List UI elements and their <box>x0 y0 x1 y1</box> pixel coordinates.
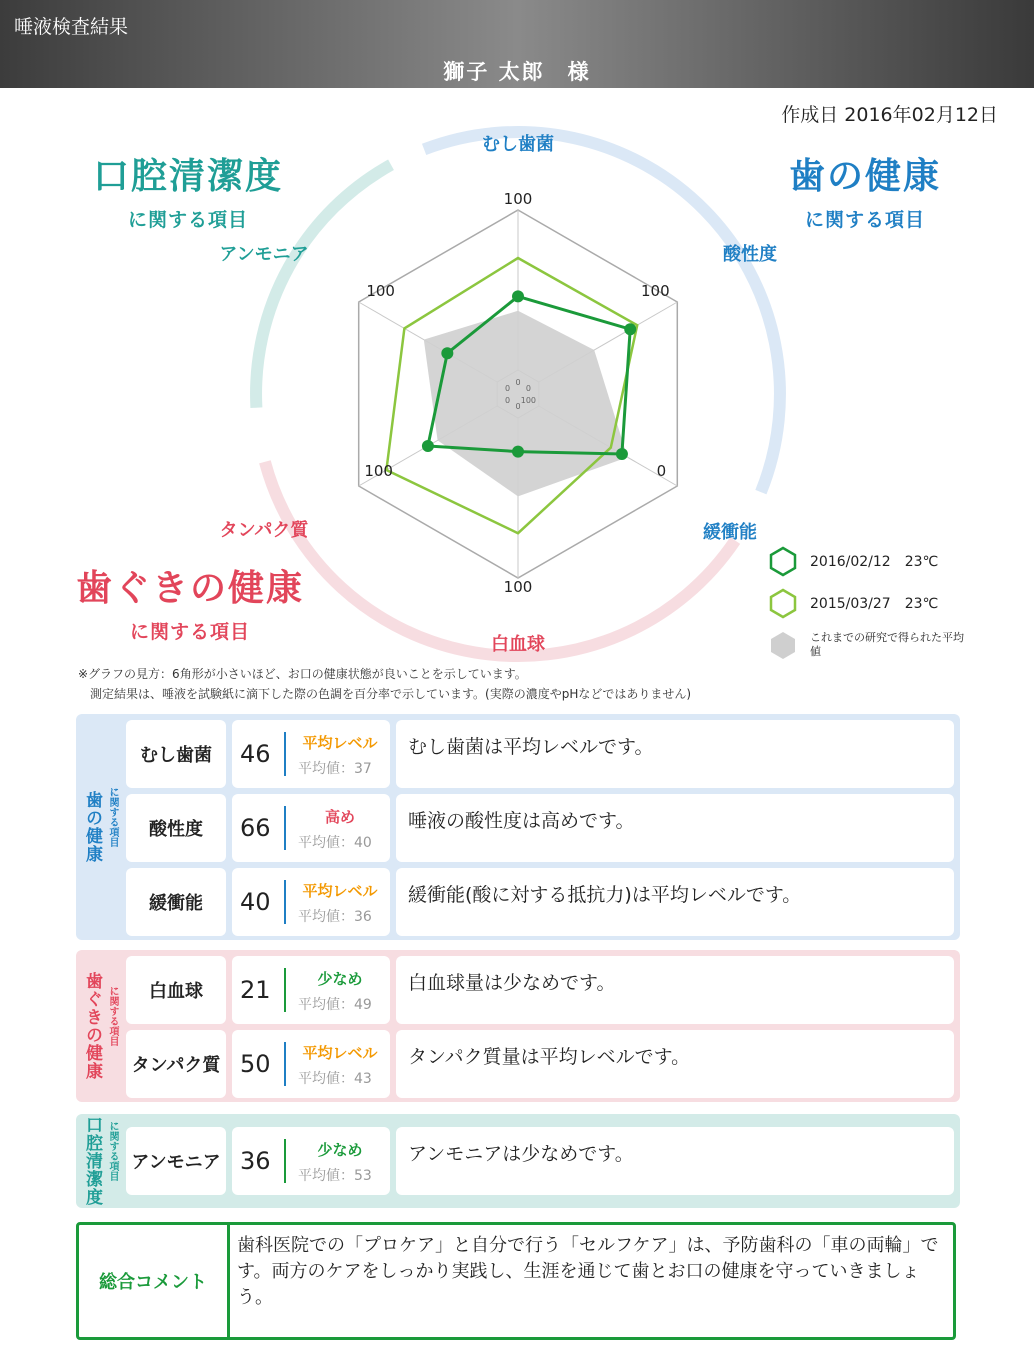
result-value-box <box>232 1127 390 1195</box>
result-name: むし歯菌 <box>126 720 226 788</box>
group-teeth-label <box>78 714 122 940</box>
total-comment-text: 歯科医院での「プロケア」と自分で行う「セルフケア」は、予防歯科の「車の両輪」です。両方のケアをしっかり実践し、生涯を通じて歯とお口の健康を守っていきましょう。 <box>237 1235 939 1308</box>
result-comment: むし歯菌は平均レベルです。 <box>396 720 954 788</box>
legend-label: 2015/03/27 23℃ <box>810 596 939 612</box>
group-gums <box>76 950 960 1102</box>
result-value: 21 <box>240 976 271 1004</box>
legend-hexagon-icon <box>768 630 798 660</box>
result-average: 平均値：43 <box>298 1071 372 1087</box>
radar-inner-tick-label: 0 <box>505 396 511 405</box>
result-level: 平均レベル <box>302 882 378 900</box>
category-teeth-sub: に関する項目 <box>804 209 925 231</box>
result-average: 平均値：40 <box>298 835 372 851</box>
result-row <box>126 794 954 862</box>
legend-item <box>768 546 998 576</box>
result-value-box <box>232 794 390 862</box>
note-line: 測定結果は、唾液を試験紙に滴下した際の色調を百分率で示しています。(実際の濃度やpHなどではありません) <box>90 687 692 701</box>
result-row <box>126 1127 954 1195</box>
series-2016-point <box>512 446 524 458</box>
group-teeth <box>76 714 960 940</box>
radar-tick-label: 0 <box>656 462 667 480</box>
result-value-box <box>232 720 390 788</box>
category-teeth <box>780 148 950 232</box>
legend-hexagon-icon <box>768 546 798 576</box>
result-value-box <box>232 1030 390 1098</box>
radar-inner-tick-label: 0 <box>525 384 531 393</box>
note-line: ※グラフの見方：6角形が小さいほど、お口の健康状態が良いことを示しています。 <box>78 667 527 681</box>
group-label: 歯の健康 <box>82 791 102 863</box>
radar-tick-label: 100 <box>366 282 395 300</box>
radar-inner-tick-label: 0 <box>515 402 521 411</box>
chart-notes <box>78 664 691 704</box>
result-comment: タンパク質量は平均レベルです。 <box>396 1030 954 1098</box>
total-comment-label: 総合コメント <box>79 1225 230 1337</box>
radar-axis-label: タンパク質 <box>219 520 309 541</box>
group-sub: に関する項目 <box>107 986 118 1046</box>
radar-tick-label: 100 <box>503 578 533 596</box>
result-row <box>126 956 954 1024</box>
result-level: 平均レベル <box>302 1044 378 1062</box>
legend-item <box>768 588 998 618</box>
result-name: 緩衝能 <box>126 868 226 936</box>
result-divider <box>284 880 286 924</box>
group-label: 歯ぐきの健康 <box>82 972 102 1080</box>
result-value: 46 <box>240 740 271 768</box>
result-average: 平均値：37 <box>298 761 372 777</box>
result-comment: 緩衝能(酸に対する抵抗力)は平均レベルです。 <box>396 868 954 936</box>
radar-inner-tick-label: 100 <box>520 396 537 405</box>
radar-tick-label: 100 <box>641 282 670 300</box>
radar-axis-label: アンモニア <box>219 244 309 265</box>
radar-axis-label: 緩衝能 <box>702 522 757 543</box>
radar-inner-tick-label: 0 <box>505 384 511 393</box>
result-name: アンモニア <box>126 1127 226 1195</box>
group-sub: に関する項目 <box>107 787 118 847</box>
header-bar <box>0 0 1034 88</box>
result-average: 平均値：49 <box>298 997 372 1013</box>
group-gums-label <box>78 950 122 1102</box>
result-name: 酸性度 <box>126 794 226 862</box>
result-row <box>126 1030 954 1098</box>
result-comment: 唾液の酸性度は高めです。 <box>396 794 954 862</box>
category-gums-sub: に関する項目 <box>129 621 250 643</box>
result-value-box <box>232 868 390 936</box>
series-2016-point <box>616 448 628 460</box>
series-2016-point <box>441 347 453 359</box>
result-row <box>126 720 954 788</box>
radar-inner-tick-label: 0 <box>515 378 521 387</box>
group-sub: に関する項目 <box>107 1121 118 1181</box>
report-date: 作成日 2016年02月12日 <box>781 104 998 126</box>
category-oral-title: 口腔清潔度 <box>92 156 283 197</box>
result-average: 平均値：36 <box>298 909 372 925</box>
result-value: 50 <box>240 1050 271 1078</box>
category-gums-title: 歯ぐきの健康 <box>75 568 304 609</box>
result-value: 36 <box>240 1147 271 1175</box>
total-comment-box <box>76 1222 956 1340</box>
result-level: 平均レベル <box>302 734 378 752</box>
group-oral-label <box>78 1114 122 1208</box>
chart-legend <box>768 546 998 672</box>
report-title: 唾液検査結果 <box>14 16 129 38</box>
radar-tick-label: 100 <box>364 462 393 480</box>
result-average: 平均値：53 <box>298 1168 372 1184</box>
result-value-box <box>232 956 390 1024</box>
result-divider <box>284 732 286 776</box>
radar-tick-label: 100 <box>503 190 533 208</box>
series-2016-point <box>624 323 636 335</box>
patient-name: 獅子 太郎 様 <box>443 60 591 84</box>
result-value: 40 <box>240 888 271 916</box>
result-level: 少なめ <box>317 1141 363 1159</box>
series-2016-point <box>512 290 524 302</box>
group-oral <box>76 1114 960 1208</box>
legend-hexagon-icon <box>768 588 798 618</box>
legend-label: これまでの研究で得られた平均値 <box>810 631 964 658</box>
radar-axis-label: むし歯菌 <box>482 134 554 155</box>
radar-axis-label: 白血球 <box>491 634 545 655</box>
result-divider <box>284 806 286 850</box>
result-level: 少なめ <box>317 970 363 988</box>
legend-label: 2016/02/12 23℃ <box>810 554 939 570</box>
result-comment: 白血球量は少なめです。 <box>396 956 954 1024</box>
result-name: タンパク質 <box>126 1030 226 1098</box>
result-value: 66 <box>240 814 271 842</box>
legend-item <box>768 630 998 660</box>
result-row <box>126 868 954 936</box>
result-divider <box>284 968 286 1012</box>
result-divider <box>284 1042 286 1086</box>
radar-chart <box>219 130 800 655</box>
category-oral-sub: に関する項目 <box>127 209 248 231</box>
group-label: 口腔清潔度 <box>82 1116 102 1206</box>
series-2016-point <box>422 440 434 452</box>
result-name: 白血球 <box>126 956 226 1024</box>
result-level: 高め <box>324 808 355 826</box>
result-comment: アンモニアは少なめです。 <box>396 1127 954 1195</box>
category-teeth-title: 歯の健康 <box>788 156 941 197</box>
radar-axis-label: 酸性度 <box>722 244 777 265</box>
result-divider <box>284 1139 286 1183</box>
